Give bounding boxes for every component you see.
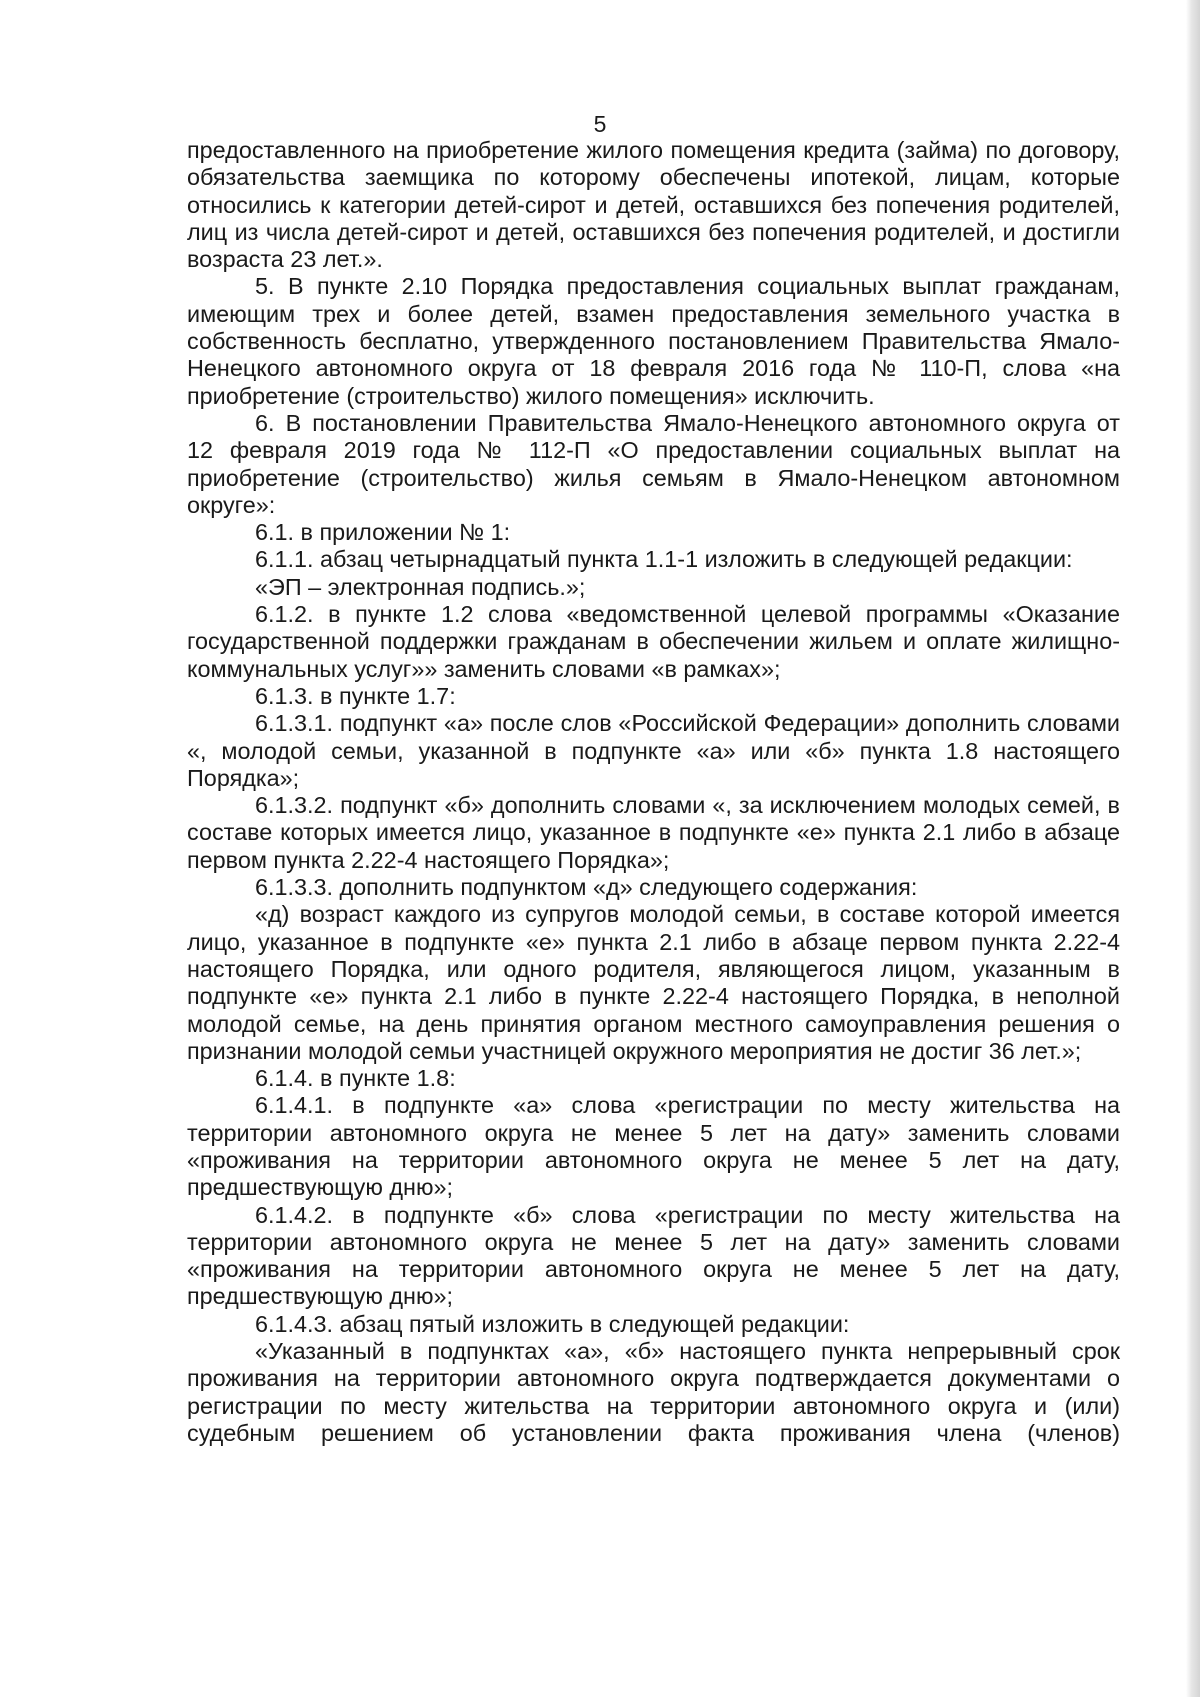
paragraph-quote-d: «д) возраст каждого из супругов молодой семьи, в составе которой имеется лицо, указанное в подпункте «е» пункта 2.1 либо в абзаце первом пункта 2.22-4 настоящего Порядка, или одного родителя, являющегося лицом, указанным в подпункте «е» пункта 2.1 либо в пункте 2.22-4 настоящего Порядка, в неполной молодой семье, на день принятия органом местного самоуправления решения о признании молодой семьи участницей окружного мероприятия не достиг 36 лет.»; <box>187 901 1120 1064</box>
paragraph-item-6-1-3-1: 6.1.3.1. подпункт «а» после слов «Российской Федерации» дополнить словами «, молодой семьи, указанной в подпункте «а» или «б» пункта 1.8 настоящего Порядка»; <box>187 710 1120 791</box>
paragraph-item-5: 5. В пункте 2.10 Порядка предоставления социальных выплат гражданам, имеющим трех и более детей, взамен предоставления земельного участка в собственность бесплатно, утвержденного постановлением Правительства Ямало-Ненецкого автономного округа от 18 февраля 2016 года № 110-П, слова «на приобретение (строительство) жилого помещения» исключить. <box>187 273 1120 409</box>
scan-edge-shadow <box>1186 0 1200 1697</box>
paragraph-item-6-1-4-2: 6.1.4.2. в подпункте «б» слова «регистрации по месту жительства на территории автономного округа не менее 5 лет на дату» заменить словами «проживания на территории автономного округа не менее 5 лет на дату, предшествующую дню»; <box>187 1201 1120 1310</box>
document-body <box>187 137 1120 1447</box>
paragraph-item-6-1-3-2: 6.1.3.2. подпункт «б» дополнить словами «, за исключением молодых семей, в составе которых имеется лицо, указанное в подпункте «е» пункта 2.1 либо в абзаце первом пункта 2.22-4 настоящего Порядка»; <box>187 792 1120 873</box>
paragraph-item-6-1-3-3: 6.1.3.3. дополнить подпунктом «д» следующего содержания: <box>255 874 918 901</box>
paragraph-item-6-1-4: 6.1.4. в пункте 1.8: <box>255 1065 456 1092</box>
paragraph-item-6-1-4-3: 6.1.4.3. абзац пятый изложить в следующей редакции: <box>255 1310 850 1337</box>
paragraph-quote-ep: «ЭП – электронная подпись.»; <box>255 573 586 600</box>
paragraph-item-6: 6. В постановлении Правительства Ямало-Ненецкого автономного округа от 12 февраля 2019 года № 112-П «О предоставлении социальных выплат на приобретение (строительство) жилья семьям в Ямало-Ненецком автономном округе»: <box>187 409 1120 518</box>
paragraph-item-6-1-3: 6.1.3. в пункте 1.7: <box>255 682 456 709</box>
paragraph-item-6-1-2: 6.1.2. в пункте 1.2 слова «ведомственной целевой программы «Оказание государственной поддержки гражданам в обеспечении жильем и оплате жилищно-коммунальных услуг»» заменить словами «в рамках»; <box>187 601 1120 682</box>
paragraph-item-6-1: 6.1. в приложении № 1: <box>255 519 511 546</box>
paragraph-continuation: предоставленного на приобретение жилого помещения кредита (займа) по договору, обязательства заемщика по которому обеспечены ипотекой, лицам, которые относились к категории детей-сирот и детей, оставшихся без попечения родителей, лиц из числа детей-сирот и детей, оставшихся без попечения родителей, и достигли возраста 23 лет.». <box>187 137 1120 273</box>
paragraph-quote-continuing: «Указанный в подпунктах «а», «б» настоящего пункта непрерывный срок проживания на территории автономного округа подтверждается документами о регистрации по месту жительства на территории автономного округа и (или) судебным решением об установлении факта проживания члена (членов) <box>187 1338 1120 1446</box>
page-number: 5 <box>593 111 607 137</box>
paragraph-item-6-1-1: 6.1.1. абзац четырнадцатый пункта 1.1-1 изложить в следующей редакции: <box>255 546 1073 573</box>
paragraph-item-6-1-4-1: 6.1.4.1. в подпункте «а» слова «регистрации по месту жительства на территории автономного округа не менее 5 лет на дату» заменить словами «проживания на территории автономного округа не менее 5 лет на дату, предшествующую дню»; <box>187 1092 1120 1201</box>
